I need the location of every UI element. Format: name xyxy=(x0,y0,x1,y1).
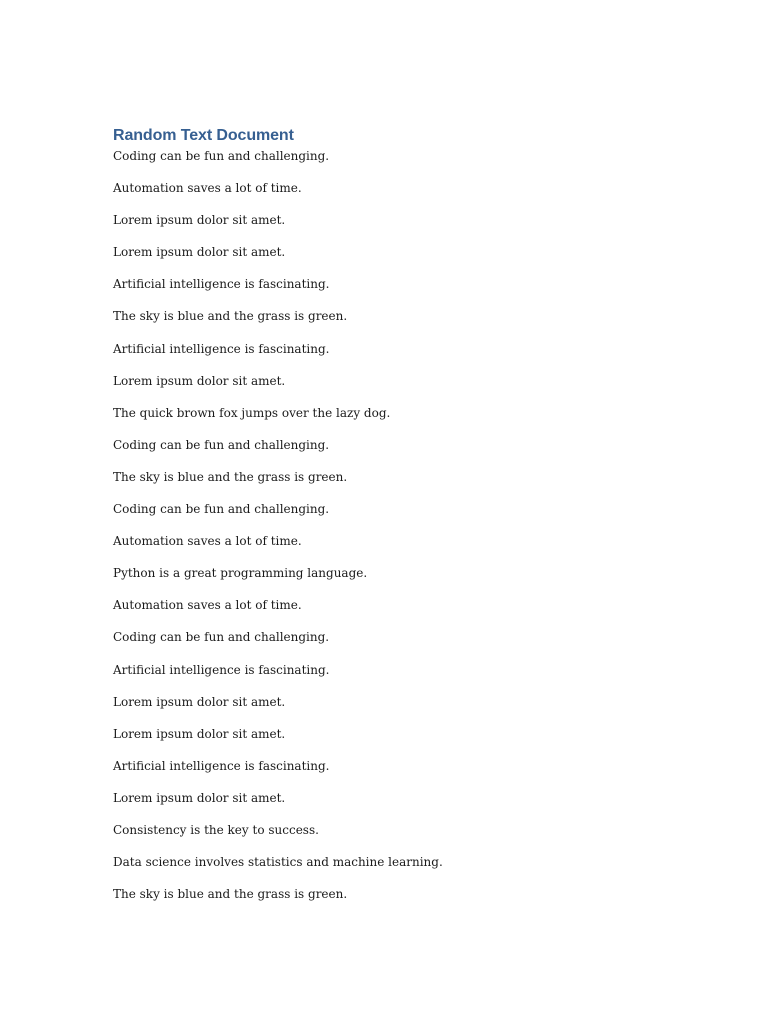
paragraph: Data science involves statistics and machine learning. xyxy=(113,855,443,870)
paragraph: Python is a great programming language. xyxy=(113,566,368,581)
paragraph: The sky is blue and the grass is green. xyxy=(113,887,348,902)
paragraph: Artificial intelligence is fascinating. xyxy=(113,341,330,356)
paragraph: The quick brown fox jumps over the lazy dog. xyxy=(113,405,391,420)
paragraph: Coding can be fun and challenging. xyxy=(113,149,330,163)
document-content xyxy=(113,126,673,918)
paragraph: Lorem ipsum dolor sit amet. xyxy=(113,373,286,388)
paragraph: Automation saves a lot of time. xyxy=(113,598,302,613)
paragraph: Lorem ipsum dolor sit amet. xyxy=(113,694,286,709)
paragraph: Automation saves a lot of time. xyxy=(113,181,302,196)
paragraph: Artificial intelligence is fascinating. xyxy=(113,277,330,292)
paragraph: Lorem ipsum dolor sit amet. xyxy=(113,726,286,741)
paragraph: Lorem ipsum dolor sit amet. xyxy=(113,790,286,805)
paragraph: Coding can be fun and challenging. xyxy=(113,630,330,645)
paragraph: The sky is blue and the grass is green. xyxy=(113,469,348,484)
paragraph: The sky is blue and the grass is green. xyxy=(113,309,348,324)
paragraph: Artificial intelligence is fascinating. xyxy=(113,662,330,677)
document-body xyxy=(113,148,673,902)
paragraph: Consistency is the key to success. xyxy=(113,822,319,837)
paragraph: Lorem ipsum dolor sit amet. xyxy=(113,245,286,260)
paragraph: Lorem ipsum dolor sit amet. xyxy=(113,213,286,228)
paragraph: Automation saves a lot of time. xyxy=(113,534,302,549)
paragraph: Coding can be fun and challenging. xyxy=(113,437,330,452)
paragraph: Artificial intelligence is fascinating. xyxy=(113,758,330,773)
paragraph: Coding can be fun and challenging. xyxy=(113,502,330,517)
document-title: Random Text Document xyxy=(113,127,294,144)
